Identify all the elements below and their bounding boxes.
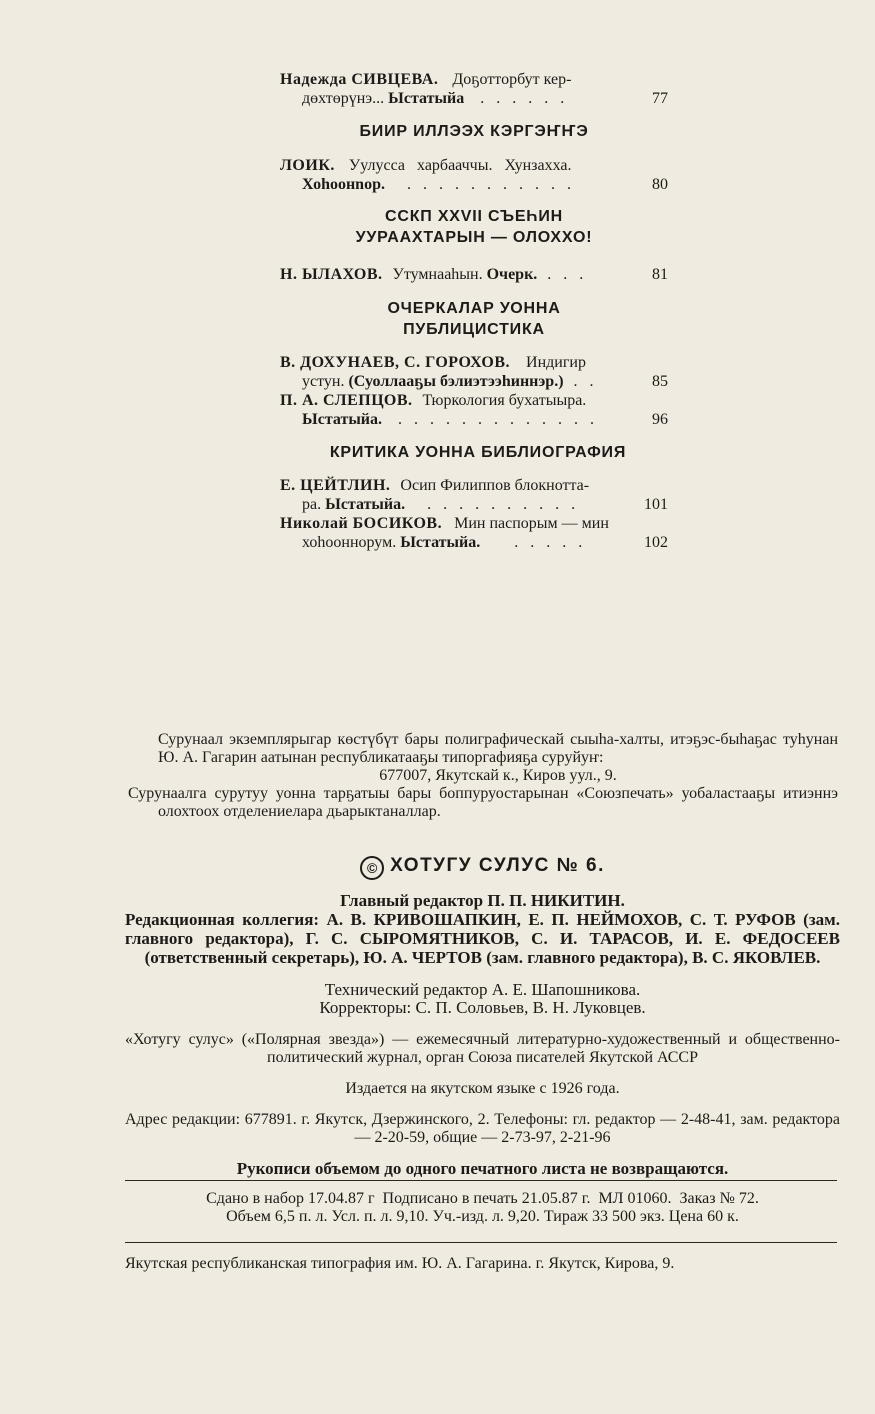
toc-author: Надежда СИВЦЕВА. (280, 71, 439, 88)
toc-author: Е. ЦЕЙТЛИН. (280, 477, 391, 494)
editorial-address: Адрес редакции: 677891. г. Якутск, Дзержинского, 2. Телефоны: гл. редактор — 2-48-41, зам. редактора — 2-20-59, общие — 2-73-97, 2-21-96 (125, 1111, 840, 1146)
copyright-icon: © (360, 856, 384, 880)
toc-work-type: Ыстатыйа (388, 90, 465, 107)
chief-editor: Главный редактор П. П. НИКИТИН. (340, 891, 625, 910)
distribution-paragraph: Сурунаалга сурутуу уонна тарҕатыы бары боппуруостарынан «Союзпечать» уобаластааҕы итиэннэ олохтоох отделениелара дьарыктаналлар. (128, 785, 838, 820)
toc-page-number: 85 (652, 373, 668, 390)
toc-title: Утумнааһын. (392, 266, 483, 283)
toc-author: ЛОИК. (280, 157, 335, 174)
toc-page-number: 81 (652, 266, 668, 283)
toc-entry-dokhunaev (280, 353, 668, 391)
toc-title: Уулусса харбааччы. Хунзахха. (348, 157, 572, 174)
toc-title: Тюркология бухатыыра. (422, 392, 587, 409)
toc-title: Индигир (526, 354, 586, 371)
toc-leader-dots: . . . . . . . . . . . (406, 176, 575, 193)
masthead (125, 856, 840, 880)
toc-leader-dots: . . . . . . (480, 90, 569, 107)
editorial-block (125, 892, 840, 1178)
toc-page-number: 77 (652, 90, 668, 107)
technical-editor: Технический редактор А. Е. Шапошникова. (324, 980, 641, 999)
toc-entry-loik (280, 156, 668, 194)
section-heading: ПУБЛИЦИСТИКА (403, 321, 545, 338)
printer-address: 677007, Якутскай к., Киров уул., 9. (379, 767, 617, 784)
correctors: Корректоры: С. П. Соловьев, В. Н. Луковцев. (319, 998, 646, 1017)
errata-paragraph: Сурунаал экземплярыгар көстүбүт бары полиграфическай сыыһа-халты, итэҕэс-быһаҕас туһунан Ю. А. Гагарин аатынан республикатааҕы типоргафияҕа суруйуҥ: (158, 731, 838, 766)
toc-entry-sleptsov (280, 391, 668, 429)
toc-title: Осип Филиппов блокнотта- (400, 477, 590, 494)
divider (125, 1242, 837, 1243)
toc-page-number: 96 (652, 411, 668, 428)
toc-title-cont: ра. (302, 496, 322, 513)
toc-leader-dots: . . (573, 373, 598, 390)
toc-leader-dots: . . . (547, 266, 588, 283)
toc-title-cont: дөхтөрүнэ... (302, 90, 385, 107)
toc-leader-dots: . . . . . . . . . . . . . (398, 411, 599, 428)
toc-page-number: 101 (644, 496, 668, 513)
section-heading: ОЧЕРКАЛАР УОННА (387, 300, 561, 317)
toc-leader-dots: . . . . . (514, 534, 587, 551)
section-heading: УУРААХТАРЫН — ОЛОХХО! (355, 229, 593, 246)
toc-page-number: 80 (652, 176, 668, 193)
subscription-notice (128, 731, 838, 821)
toc-work-type: Очерк. (486, 266, 538, 283)
toc-entry-tseitlin (280, 476, 668, 514)
toc-work-type: (Суоллааҕы бэлиэтээһиннэр.) (348, 373, 564, 390)
toc-leader-dots: . . . . . . . . . . (427, 496, 580, 513)
journal-title: ХОТУГУ СУЛУС № 6. (390, 855, 605, 876)
manuscripts-notice: Рукописи объемом до одного печатного листа не возвращаются. (236, 1159, 729, 1178)
toc-author: В. ДОХУНАЕВ, С. ГОРОХОВ. (280, 354, 511, 371)
table-of-contents (280, 70, 668, 552)
toc-title-cont: устун. (302, 373, 345, 390)
journal-description: «Хотугу сулус» («Полярная звезда») — ежемесячный литературно-художественный и общественно-политический журнал, орган Союза писателей Якутской АССР (125, 1031, 840, 1066)
toc-entry-sivtseva (280, 70, 668, 108)
toc-entry-bosikov (280, 514, 668, 552)
divider (125, 1180, 837, 1181)
section-heading: КРИТИКА УОННА БИБЛИОГРАФИЯ (329, 444, 627, 461)
toc-work-type: Ыстатыйа. (400, 534, 481, 551)
toc-author: Николай БОСИКОВ. (280, 515, 443, 532)
toc-title: Доҕотторбут кер- (452, 71, 572, 88)
editorial-board: Редакционная коллегия: А. В. КРИВОШАПКИН, Е. П. НЕЙМОХОВ, С. Т. РУФОВ (зам. главного редактора), Г. С. СЫРОМЯТНИКОВ, С. И. ТАРАСОВ, И. Е. ФЕДОСЕЕВ (ответственный секретарь), Ю. А. ЧЕРТОВ (зам. главного редактора), В. С. ЯКОВЛЕВ. (125, 910, 840, 967)
section-heading: ССКП XXVII СЪЕҺИН (385, 208, 563, 225)
toc-work-type: Ыстатыйа. (302, 411, 383, 428)
toc-title: Мин паспорым — мин (454, 515, 609, 532)
printer-line: Якутская республиканская типография им. Ю. А. Гагарина. г. Якутск, Кирова, 9. (125, 1255, 675, 1272)
publication-since: Издается на якутском языке с 1926 года. (345, 1080, 620, 1097)
toc-entry-ylakhov (280, 265, 668, 284)
imprint-block (125, 1190, 840, 1226)
imprint-volume: Объем 6,5 п. л. Усл. п. л. 9,10. Уч.-изд. л. 9,20. Тираж 33 500 экз. Цена 60 к. (226, 1208, 739, 1225)
toc-author: П. А. СЛЕПЦОВ. (280, 392, 413, 409)
toc-work-type: Ыстатыйа. (325, 496, 406, 513)
toc-author: Н. ЫЛАХОВ. (280, 266, 383, 283)
imprint-dates: Сдано в набор 17.04.87 г Подписано в печать 21.05.87 г. МЛ 01060. Заказ № 72. (206, 1190, 759, 1207)
toc-title-cont: хоһооннорум. (302, 534, 397, 551)
section-heading: БИИР ИЛЛЭЭХ КЭРГЭҤҤЭ (359, 123, 589, 140)
toc-page-number: 102 (644, 534, 668, 551)
toc-work-type: Хоһоонnор. (302, 176, 385, 193)
